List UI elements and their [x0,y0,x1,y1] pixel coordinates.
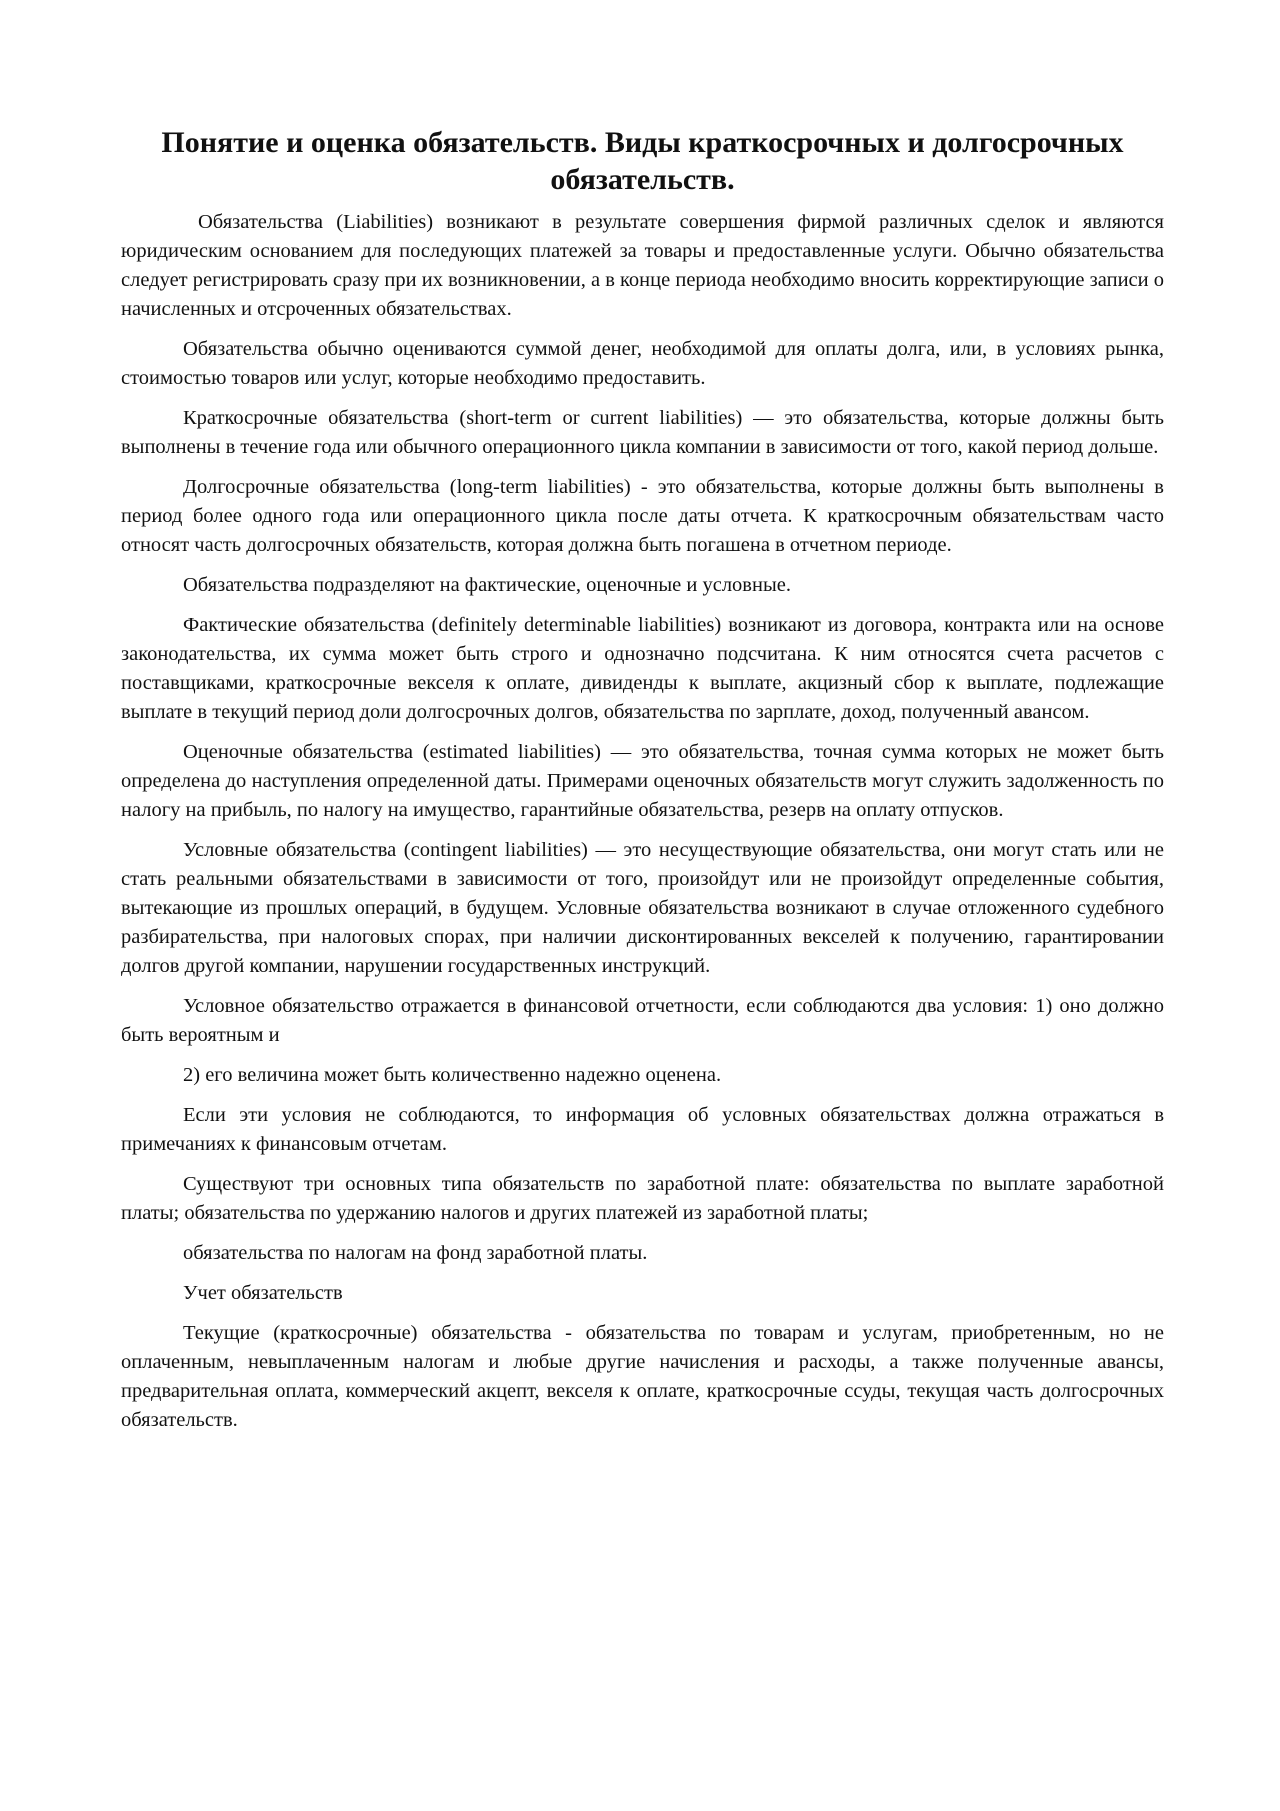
paragraph-condition-2: 2) его величина может быть количественно надежно оценена. [183,1064,722,1086]
paragraph-liabilities-definition: Обязательства (Liabilities) возникают в результате совершения фирмой различных сделок и являются юридическим основанием для последующих платежей за товары и предоставленные услуги. Обычно обязательства следует регистрировать сразу при их возникновении, а в конце периода необходимо вносить корректирующие записи о начисленных и отсроченных обязательствах. [121,211,1164,320]
paragraph-payroll-taxes: обязательства по налогам на фонд заработной платы. [183,1242,648,1264]
paragraph-valuation: Обязательства обычно оцениваются суммой денег, необходимой для оплаты долга, или, в условиях рынка, стоимостью товаров или услуг, которые необходимо предоставить. [121,338,1164,389]
paragraph-payroll-types: Существуют три основных типа обязательств по заработной плате: обязательства по выплате заработной платы; обязательства по удержанию налогов и других платежей из заработной платы; [121,1173,1164,1224]
paragraph-notes: Если эти условия не соблюдаются, то информация об условных обязательствах должна отражаться в примечаниях к финансовым отчетам. [121,1104,1164,1155]
document-title: Понятие и оценка обязательств. Виды краткосрочных и долгосрочных обязательств. [161,126,1124,196]
paragraph-contingent: Условные обязательства (contingent liabilities) — это несуществующие обязательства, они могут стать или не стать реальными обязательствами в зависимости от того, произойдут или не произойдут определенные события, вытекающие из прошлых операций, в будущем. Условные обязательства возникают в случае отложенного судебного разбирательства, при налоговых спорах, при наличии дисконтированных векселей к получению, гарантировании долгов другой компании, нарушении государственных инструкций. [121,839,1164,977]
paragraph-current-liabilities: Текущие (краткосрочные) обязательства - обязательства по товарам и услугам, приобретенным, но не оплаченным, невыплаченным налогам и любые другие начисления и расходы, а также полученные авансы, предварительная оплата, коммерческий акцепт, векселя к оплате, краткосрочные ссуды, текущая часть долгосрочных обязательств. [121,1322,1164,1431]
document-page [121,124,1164,1446]
paragraph-contingent-conditions: Условное обязательство отражается в финансовой отчетности, если соблюдаются два условия: 1) оно должно быть вероятным и [121,995,1164,1046]
paragraph-short-term: Краткосрочные обязательства (short-term or current liabilities) — это обязательства, которые должны быть выполнены в течение года или обычного операционного цикла компании в зависимости от того, какой период дольше. [121,407,1164,458]
paragraph-long-term: Долгосрочные обязательства (long-term liabilities) - это обязательства, которые должны быть выполнены в период более одного года или операционного цикла после даты отчета. К краткосрочным обязательствам часто относят часть долгосрочных обязательств, которая должна быть погашена в отчетном периоде. [121,476,1164,556]
paragraph-actual: Фактические обязательства (definitely determinable liabilities) возникают из договора, контракта или на основе законодательства, их сумма может быть строго и однозначно подсчитана. К ним относятся счета расчетов с поставщиками, краткосрочные векселя к оплате, дивиденды к выплате, акцизный сбор к выплате, подлежащие выплате в текущий период доли долгосрочных долгов, обязательства по зарплате, доход, полученный авансом. [121,614,1164,723]
paragraph-accounting-heading: Учет обязательств [183,1282,343,1304]
paragraph-estimated: Оценочные обязательства (estimated liabilities) — это обязательства, точная сумма которых не может быть определена до наступления определенной даты. Примерами оценочных обязательств могут служить задолженность по налогу на прибыль, по налогу на имущество, гарантийные обязательства, резерв на оплату отпусков. [121,741,1164,821]
paragraph-classification: Обязательства подразделяют на фактические, оценочные и условные. [183,574,791,596]
